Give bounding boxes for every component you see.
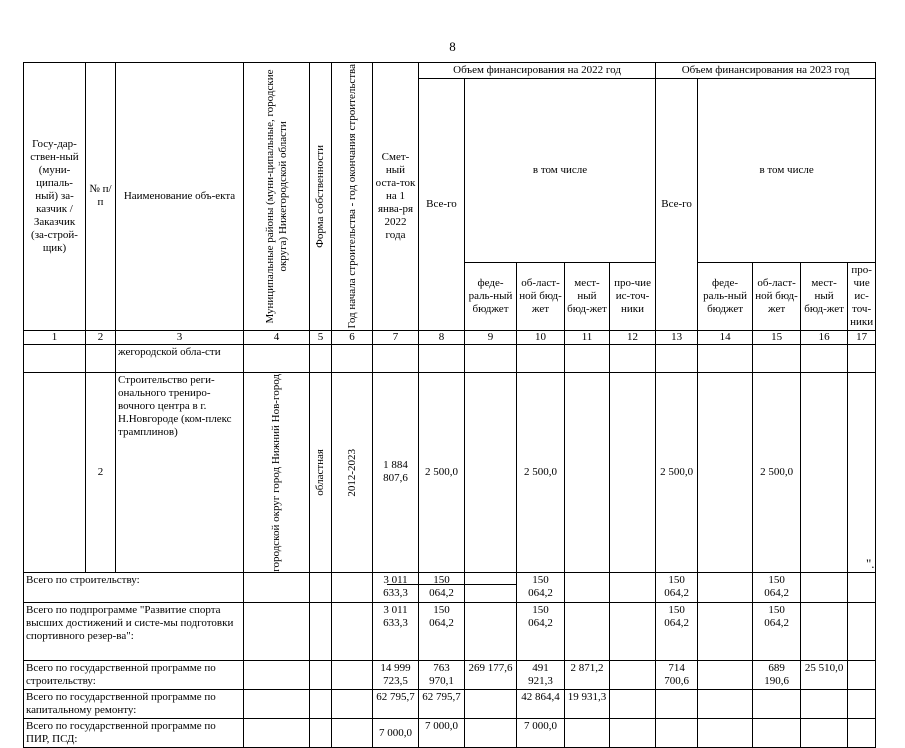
- col-number: 10: [517, 330, 565, 344]
- col-number: 17: [848, 330, 876, 344]
- total-label: Всего по государственной программе по строительству:: [24, 661, 244, 690]
- total-2022: 7 000,0: [419, 719, 465, 748]
- header-districts: Муниципальные районы (муни-ципальные, городские округа) Нижегородской области: [263, 69, 289, 324]
- col-number: 5: [310, 330, 332, 344]
- col-number: 15: [753, 330, 801, 344]
- regional-2022: 491 921,3: [517, 661, 565, 690]
- header-federal-2022: феде-раль-ный бюджет: [465, 262, 517, 330]
- regional-2023: 150 064,2: [753, 573, 801, 603]
- header-regional-2022: об-ласт-ной бюд-жет: [517, 262, 565, 330]
- total-label: Всего по подпрограмме "Развитие спорта высших достижений и систе-мы подготовки спортивного резер-ва":: [24, 603, 244, 661]
- closing-quote: ".: [866, 556, 875, 571]
- header-other-2023: про-чие ис-точ-ники: [848, 262, 876, 330]
- col-number: 11: [565, 330, 610, 344]
- regional-2023: 689 190,6: [753, 661, 801, 690]
- col-number: 2: [86, 330, 116, 344]
- header-years: Год начала строительства - год окончания строительства: [345, 64, 358, 329]
- object-name-continued: жегородской обла-сти: [116, 344, 244, 372]
- table-row: [24, 344, 876, 372]
- header-local-2022: мест-ный бюд-жет: [565, 262, 610, 330]
- column-numbers-row: [24, 330, 876, 344]
- total-label: Всего по строительству:: [24, 573, 244, 603]
- col-number: 13: [656, 330, 698, 344]
- header-customer: Госу-дар-ствен-ный (муни-ципаль-ный) за-казчик / Заказчик (за-строй-щик): [24, 63, 86, 331]
- total-2023: 150 064,2: [656, 603, 698, 661]
- regional-2023: 150 064,2: [753, 603, 801, 661]
- estimate-balance: 3 011 633,3: [373, 573, 419, 603]
- table-row: [24, 603, 876, 661]
- table-row: [24, 661, 876, 690]
- total-2022: 2 500,0: [419, 372, 465, 573]
- total-label: Всего по государственной программе по ПИР, ПСД:: [24, 719, 244, 748]
- col-number: 8: [419, 330, 465, 344]
- federal-2022: 269 177,6: [465, 661, 517, 690]
- estimate-balance: 14 999 723,5: [373, 661, 419, 690]
- header-federal-2023: феде-раль-ный бюджет: [698, 262, 753, 330]
- col-number: 3: [116, 330, 244, 344]
- financing-table: [23, 62, 876, 748]
- header-fin-2023: Объем финансирования на 2023 год: [656, 63, 876, 79]
- page-number: 8: [449, 39, 456, 54]
- header-total-2023: Все-го: [656, 79, 698, 331]
- col-number: 12: [610, 330, 656, 344]
- footer-divider: [387, 584, 517, 585]
- total-label: Всего по государственной программе по капитальному ремонту:: [24, 690, 244, 719]
- header-object-name: Наименование объ-екта: [116, 63, 244, 331]
- col-number: 7: [373, 330, 419, 344]
- estimate-balance: 7 000,0: [373, 719, 419, 748]
- header-other-2022: про-чие ис-точ-ники: [610, 262, 656, 330]
- regional-2022: 42 864,4: [517, 690, 565, 719]
- col-number: 4: [244, 330, 310, 344]
- regional-2022: 7 000,0: [517, 719, 565, 748]
- col-number: 16: [801, 330, 848, 344]
- local-2022: 19 931,3: [565, 690, 610, 719]
- ownership: областная: [314, 449, 326, 496]
- total-2022: 763 970,1: [419, 661, 465, 690]
- total-2022: 150 064,2: [419, 603, 465, 661]
- estimate-balance: 62 795,7: [373, 690, 419, 719]
- header-regional-2023: об-ласт-ной бюд-жет: [753, 262, 801, 330]
- col-number: 1: [24, 330, 86, 344]
- estimate-balance: 1 884 807,6: [373, 372, 419, 573]
- regional-2022: 150 064,2: [517, 603, 565, 661]
- header-number: № п/п: [86, 63, 116, 331]
- regional-2022: 2 500,0: [517, 372, 565, 573]
- header-ownership: Форма собственности: [314, 144, 326, 248]
- table-row: [24, 690, 876, 719]
- header-incl-2022: в том числе: [465, 79, 656, 263]
- local-2022: 2 871,2: [565, 661, 610, 690]
- col-number: 6: [332, 330, 373, 344]
- years: 2012-2023: [345, 448, 358, 497]
- col-number: 14: [698, 330, 753, 344]
- col-number: 9: [465, 330, 517, 344]
- local-2023: 25 510,0: [801, 661, 848, 690]
- total-2023: 2 500,0: [656, 372, 698, 573]
- header-total-2022: Все-го: [419, 79, 465, 331]
- regional-2023: 2 500,0: [753, 372, 801, 573]
- table-row: [24, 573, 876, 603]
- table-row: [24, 372, 876, 573]
- header-incl-2023: в том числе: [698, 79, 876, 263]
- total-2023: 150 064,2: [656, 573, 698, 603]
- estimate-balance: 3 011 633,3: [373, 603, 419, 661]
- row-number: 2: [86, 372, 116, 573]
- total-2023: 714 700,6: [656, 661, 698, 690]
- header-local-2023: мест-ный бюд-жет: [801, 262, 848, 330]
- table-row: [24, 719, 876, 748]
- district: городской округ город Нижний Нов-город: [270, 373, 282, 572]
- header-fin-2022: Объем финансирования на 2022 год: [419, 63, 656, 79]
- total-2022: 62 795,7: [419, 690, 465, 719]
- regional-2022: 150 064,2: [517, 573, 565, 603]
- object-name: Строительство реги-онального трениро-вочного центра в г. Н.Новгороде (ком-плекс трамплинов): [116, 372, 244, 573]
- total-2022: 150 064,2: [419, 573, 465, 603]
- header-estimate-balance: Смет-ный оста-ток на 1 янва-ря 2022 года: [373, 63, 419, 331]
